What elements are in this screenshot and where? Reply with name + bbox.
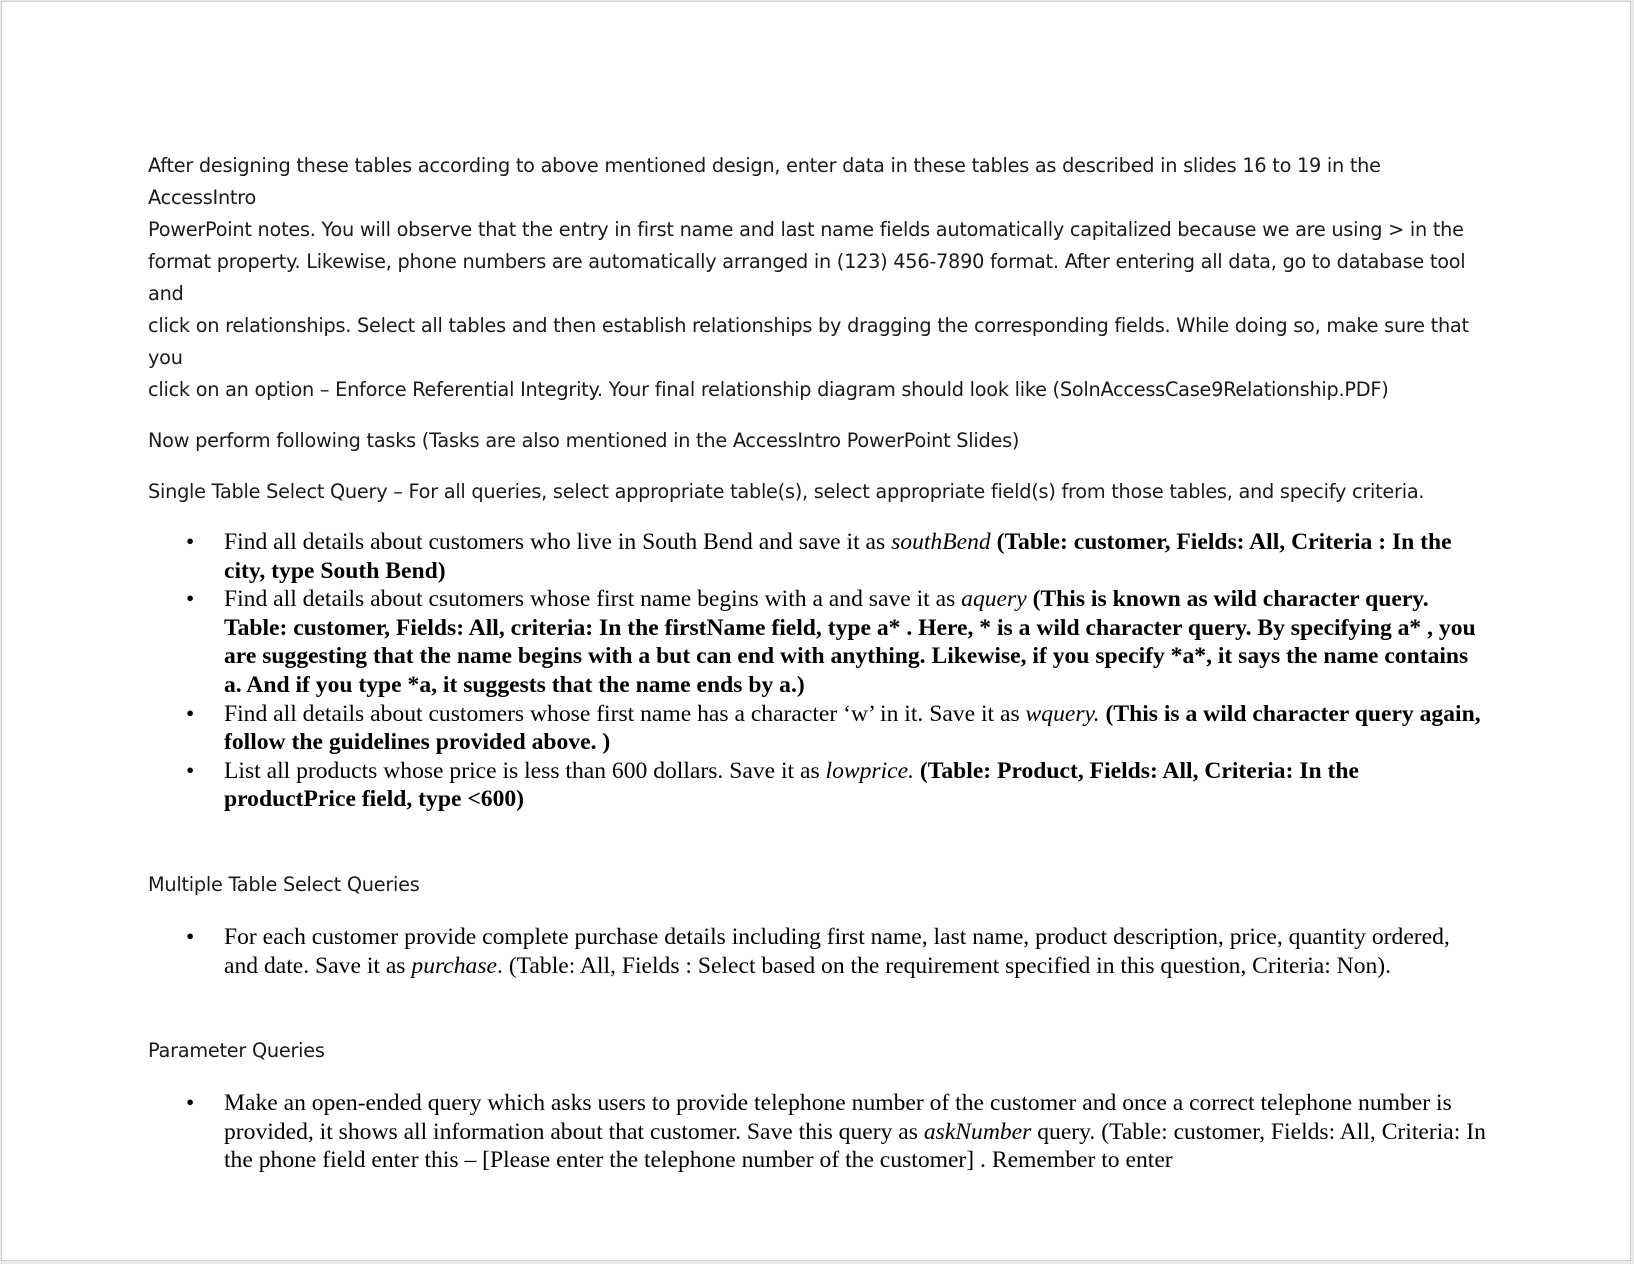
single-table-list: [148, 528, 1488, 814]
query-name: purchase: [411, 952, 498, 979]
tasks-intro: Now perform following tasks (Tasks are also mentioned in the AccessIntro PowerPoint Slides): [148, 429, 1020, 452]
list-item: [148, 923, 1488, 980]
list-item: [148, 757, 1488, 814]
query-name: southBend: [891, 529, 991, 555]
intro-line: click on relationships. Select all tables and then establish relationships by dragging the corresponding fields. While doing so, make sure that you: [148, 314, 1469, 369]
item-text: Make an open-ended query which asks users to provide telephone number of the customer and once a correct telephone number is provided, it shows all information about that customer. Save this query as: [224, 1090, 1452, 1145]
item-instructions: (Table: Product, Fields: All, Criteria: In the productPrice field, type <600): [224, 757, 1359, 813]
item-instructions: (Table: customer, Fields: All, Criteria : In the city, type South Bend): [224, 529, 1452, 584]
bullet-icon: •: [186, 923, 195, 950]
query-name: askNumber: [923, 1118, 1032, 1145]
bullet-icon: •: [186, 529, 195, 555]
intro-paragraph: [148, 150, 1488, 406]
item-instructions: (This is a wild character query again, follow the guidelines provided above. ): [224, 700, 1481, 756]
item-text: Find all details about customers who live in South Bend and save it as: [224, 529, 892, 555]
parameter-heading: Parameter Queries: [148, 1039, 325, 1063]
document-page: [1, 1, 1631, 1261]
intro-line: PowerPoint notes. You will observe that the entry in first name and last name fields automatically capitalized because we are using > in the: [148, 218, 1464, 241]
item-instructions: . (Table: All, Fields : Select based on the requirement specified in this question, Criteria: Non).: [497, 952, 1392, 979]
multiple-table-heading: Multiple Table Select Queries: [148, 872, 420, 896]
bullet-icon: •: [186, 1090, 195, 1117]
list-item: [148, 528, 1488, 585]
item-text: For each customer provide complete purchase details including first name, last name, product description, price, quantity ordered, and date. Save it as: [224, 923, 1450, 979]
list-item: [148, 700, 1488, 757]
query-name: lowprice.: [825, 757, 915, 784]
item-text: Find all details about csutomers whose first name begins with a and save it as: [224, 586, 962, 613]
page-content: [148, 150, 1488, 1175]
bullet-icon: •: [186, 757, 195, 784]
intro-line: After designing these tables according to above mentioned design, enter data in these tables as described in slides 16 to 19 in the AccessIntro: [148, 154, 1381, 209]
list-item: [148, 1089, 1488, 1175]
item-instructions: query. (Table: customer, Fields: All, Criteria: In the phone field enter this – [Please enter the telephone number of the customer] . Remember to enter: [224, 1118, 1486, 1174]
query-name: aquery: [961, 586, 1027, 613]
query-name: wquery.: [1025, 700, 1100, 727]
bullet-icon: •: [186, 700, 195, 727]
item-text: Find all details about customers whose first name has a character ‘w’ in it. Save it as: [224, 700, 1026, 727]
bullet-icon: •: [186, 586, 195, 613]
parameter-list: [148, 1089, 1488, 1175]
multiple-table-list: [148, 923, 1488, 980]
single-table-heading: Single Table Select Query – For all queries, select appropriate table(s), select appropriate field(s) from those tables, and specify criteria.: [148, 480, 1425, 503]
list-item: [148, 585, 1488, 699]
intro-line: click on an option – Enforce Referential Integrity. Your final relationship diagram should look like (SolnAccessCase9Relationship.PDF): [148, 378, 1389, 401]
intro-line: format property. Likewise, phone numbers are automatically arranged in (123) 456-7890 format. After entering all data, go to database tool and: [148, 250, 1466, 305]
item-text: List all products whose price is less than 600 dollars. Save it as: [224, 757, 826, 784]
item-instructions: (This is known as wild character query. Table: customer, Fields: All, criteria: In the firstName field, type a* . Here, * is a wild character query. By specifying a* , you are suggesting that the name begins with a but can end with anything. Likewise, if you specify *a*, it says the name contains a. And if you type *a, it suggests that the name ends by a.): [224, 586, 1476, 698]
